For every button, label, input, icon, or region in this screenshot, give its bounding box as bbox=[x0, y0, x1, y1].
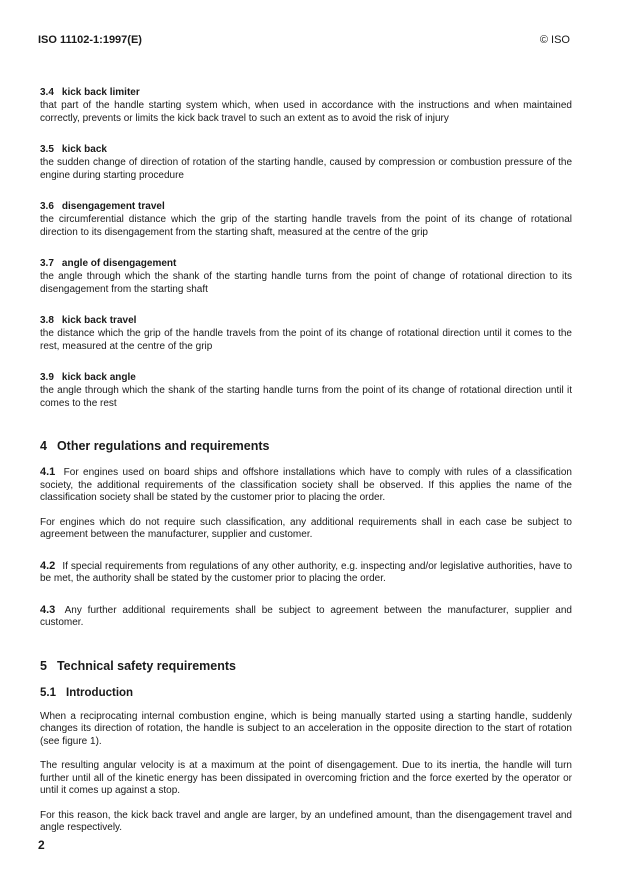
subsection-5-1-heading bbox=[40, 686, 572, 701]
clause-4-1 bbox=[40, 466, 572, 505]
term-name: kick back angle bbox=[61, 372, 136, 383]
clause-number: 4.2 bbox=[40, 559, 56, 572]
term-number: 3.5 bbox=[40, 144, 54, 155]
term-entry bbox=[40, 200, 572, 239]
page-number: 2 bbox=[38, 838, 45, 852]
term-number: 3.9 bbox=[40, 372, 54, 383]
section-title: Technical safety requirements bbox=[56, 658, 236, 673]
section-4-heading bbox=[40, 438, 572, 454]
section-number: 4 bbox=[40, 439, 47, 453]
term-entry bbox=[40, 143, 572, 182]
term-definition: the sudden change of direction of rotation of the starting handle, caused by compression or combustion pressure of the engine during starting procedure bbox=[40, 157, 572, 181]
term-heading bbox=[40, 314, 572, 328]
term-heading bbox=[40, 86, 572, 100]
term-entry bbox=[40, 86, 572, 125]
page-body bbox=[40, 86, 572, 847]
term-definition: the distance which the grip of the handle travels from the point of its change of rotational direction until it comes to the rest, measured at the centre of the grip bbox=[40, 328, 572, 352]
clause-text: If special requirements from regulations of any other authority, e.g. inspecting and/or legislative authorities, have to be met, the authority shall be stated by the customer prior to placing the order. bbox=[40, 560, 572, 584]
term-heading bbox=[40, 371, 572, 385]
intro-paragraph: When a reciprocating internal combustion engine, which is being manually started using a starting handle, suddenly changes its direction of rotation, the handle is subject to an acceleration in the opposite direction to the start of rotation (see figure 1). bbox=[40, 710, 572, 747]
term-heading bbox=[40, 257, 572, 271]
term-heading bbox=[40, 200, 572, 214]
term-definition: the circumferential distance which the grip of the starting handle travels from the point of its change of rotational direction to its disengagement from the starting shaft, measured at the centre of the grip bbox=[40, 214, 572, 238]
section-5-heading bbox=[40, 658, 572, 674]
clause-4-1-continued: For engines which do not require such classification, any additional requirements shall in each case be subject to agreement between the manufacturer, supplier and customer. bbox=[40, 516, 572, 540]
document-id: ISO 11102-1:1997(E) bbox=[38, 34, 142, 46]
subsection-title: Introduction bbox=[66, 686, 134, 699]
term-heading bbox=[40, 143, 572, 157]
intro-paragraph: For this reason, the kick back travel and angle are larger, by an undefined amount, than the disengagement travel and angle respectively. bbox=[40, 809, 572, 833]
intro-paragraph: The resulting angular velocity is at a maximum at the point of disengagement. Due to its inertia, the handle will turn further until all of the kinetic energy has been dissipated in overcoming friction and the force exerted by the operator or until it comes up against a stop. bbox=[40, 760, 572, 796]
term-entry bbox=[40, 314, 572, 353]
term-name: disengagement travel bbox=[61, 201, 165, 212]
clause-number: 4.3 bbox=[40, 603, 56, 616]
term-name: kick back limiter bbox=[61, 87, 140, 98]
clause-text: Any further additional requirements shall be subject to agreement between the manufacturer, supplier and customer. bbox=[40, 604, 572, 628]
clause-number: 4.1 bbox=[40, 466, 56, 478]
term-entry bbox=[40, 371, 572, 410]
term-name: kick back travel bbox=[61, 315, 137, 326]
term-number: 3.6 bbox=[40, 201, 54, 212]
subsection-number: 5.1 bbox=[40, 686, 56, 699]
term-definition: the angle through which the shank of the starting handle turns from the point of change of rotational direction to its disengagement from the starting shaft bbox=[40, 271, 572, 295]
section-number: 5 bbox=[40, 658, 47, 673]
section-title: Other regulations and requirements bbox=[56, 439, 270, 453]
term-number: 3.7 bbox=[40, 258, 54, 269]
term-name: kick back bbox=[61, 144, 107, 155]
term-definition: the angle through which the shank of the starting handle turns from the point of its change of rotational direction until it comes to the rest bbox=[40, 385, 572, 409]
term-entry bbox=[40, 257, 572, 296]
term-number: 3.8 bbox=[40, 315, 54, 326]
clause-4-2 bbox=[40, 560, 572, 586]
term-definition: that part of the handle starting system which, when used in accordance with the instructions and when maintained correctly, prevents or limits the kick back travel to such an extent as to avoid the risk of injury bbox=[40, 100, 572, 124]
term-number: 3.4 bbox=[40, 87, 54, 98]
clause-4-3 bbox=[40, 604, 572, 630]
term-name: angle of disengagement bbox=[61, 258, 177, 269]
copyright-notice: © ISO bbox=[539, 34, 570, 46]
clause-text: For engines used on board ships and offshore installations which have to comply with rules of a classification society, the additional requirements of the classification society shall be observed. If this applies the name of the classification society shall be stated by the customer prior to placing the order. bbox=[40, 467, 572, 503]
